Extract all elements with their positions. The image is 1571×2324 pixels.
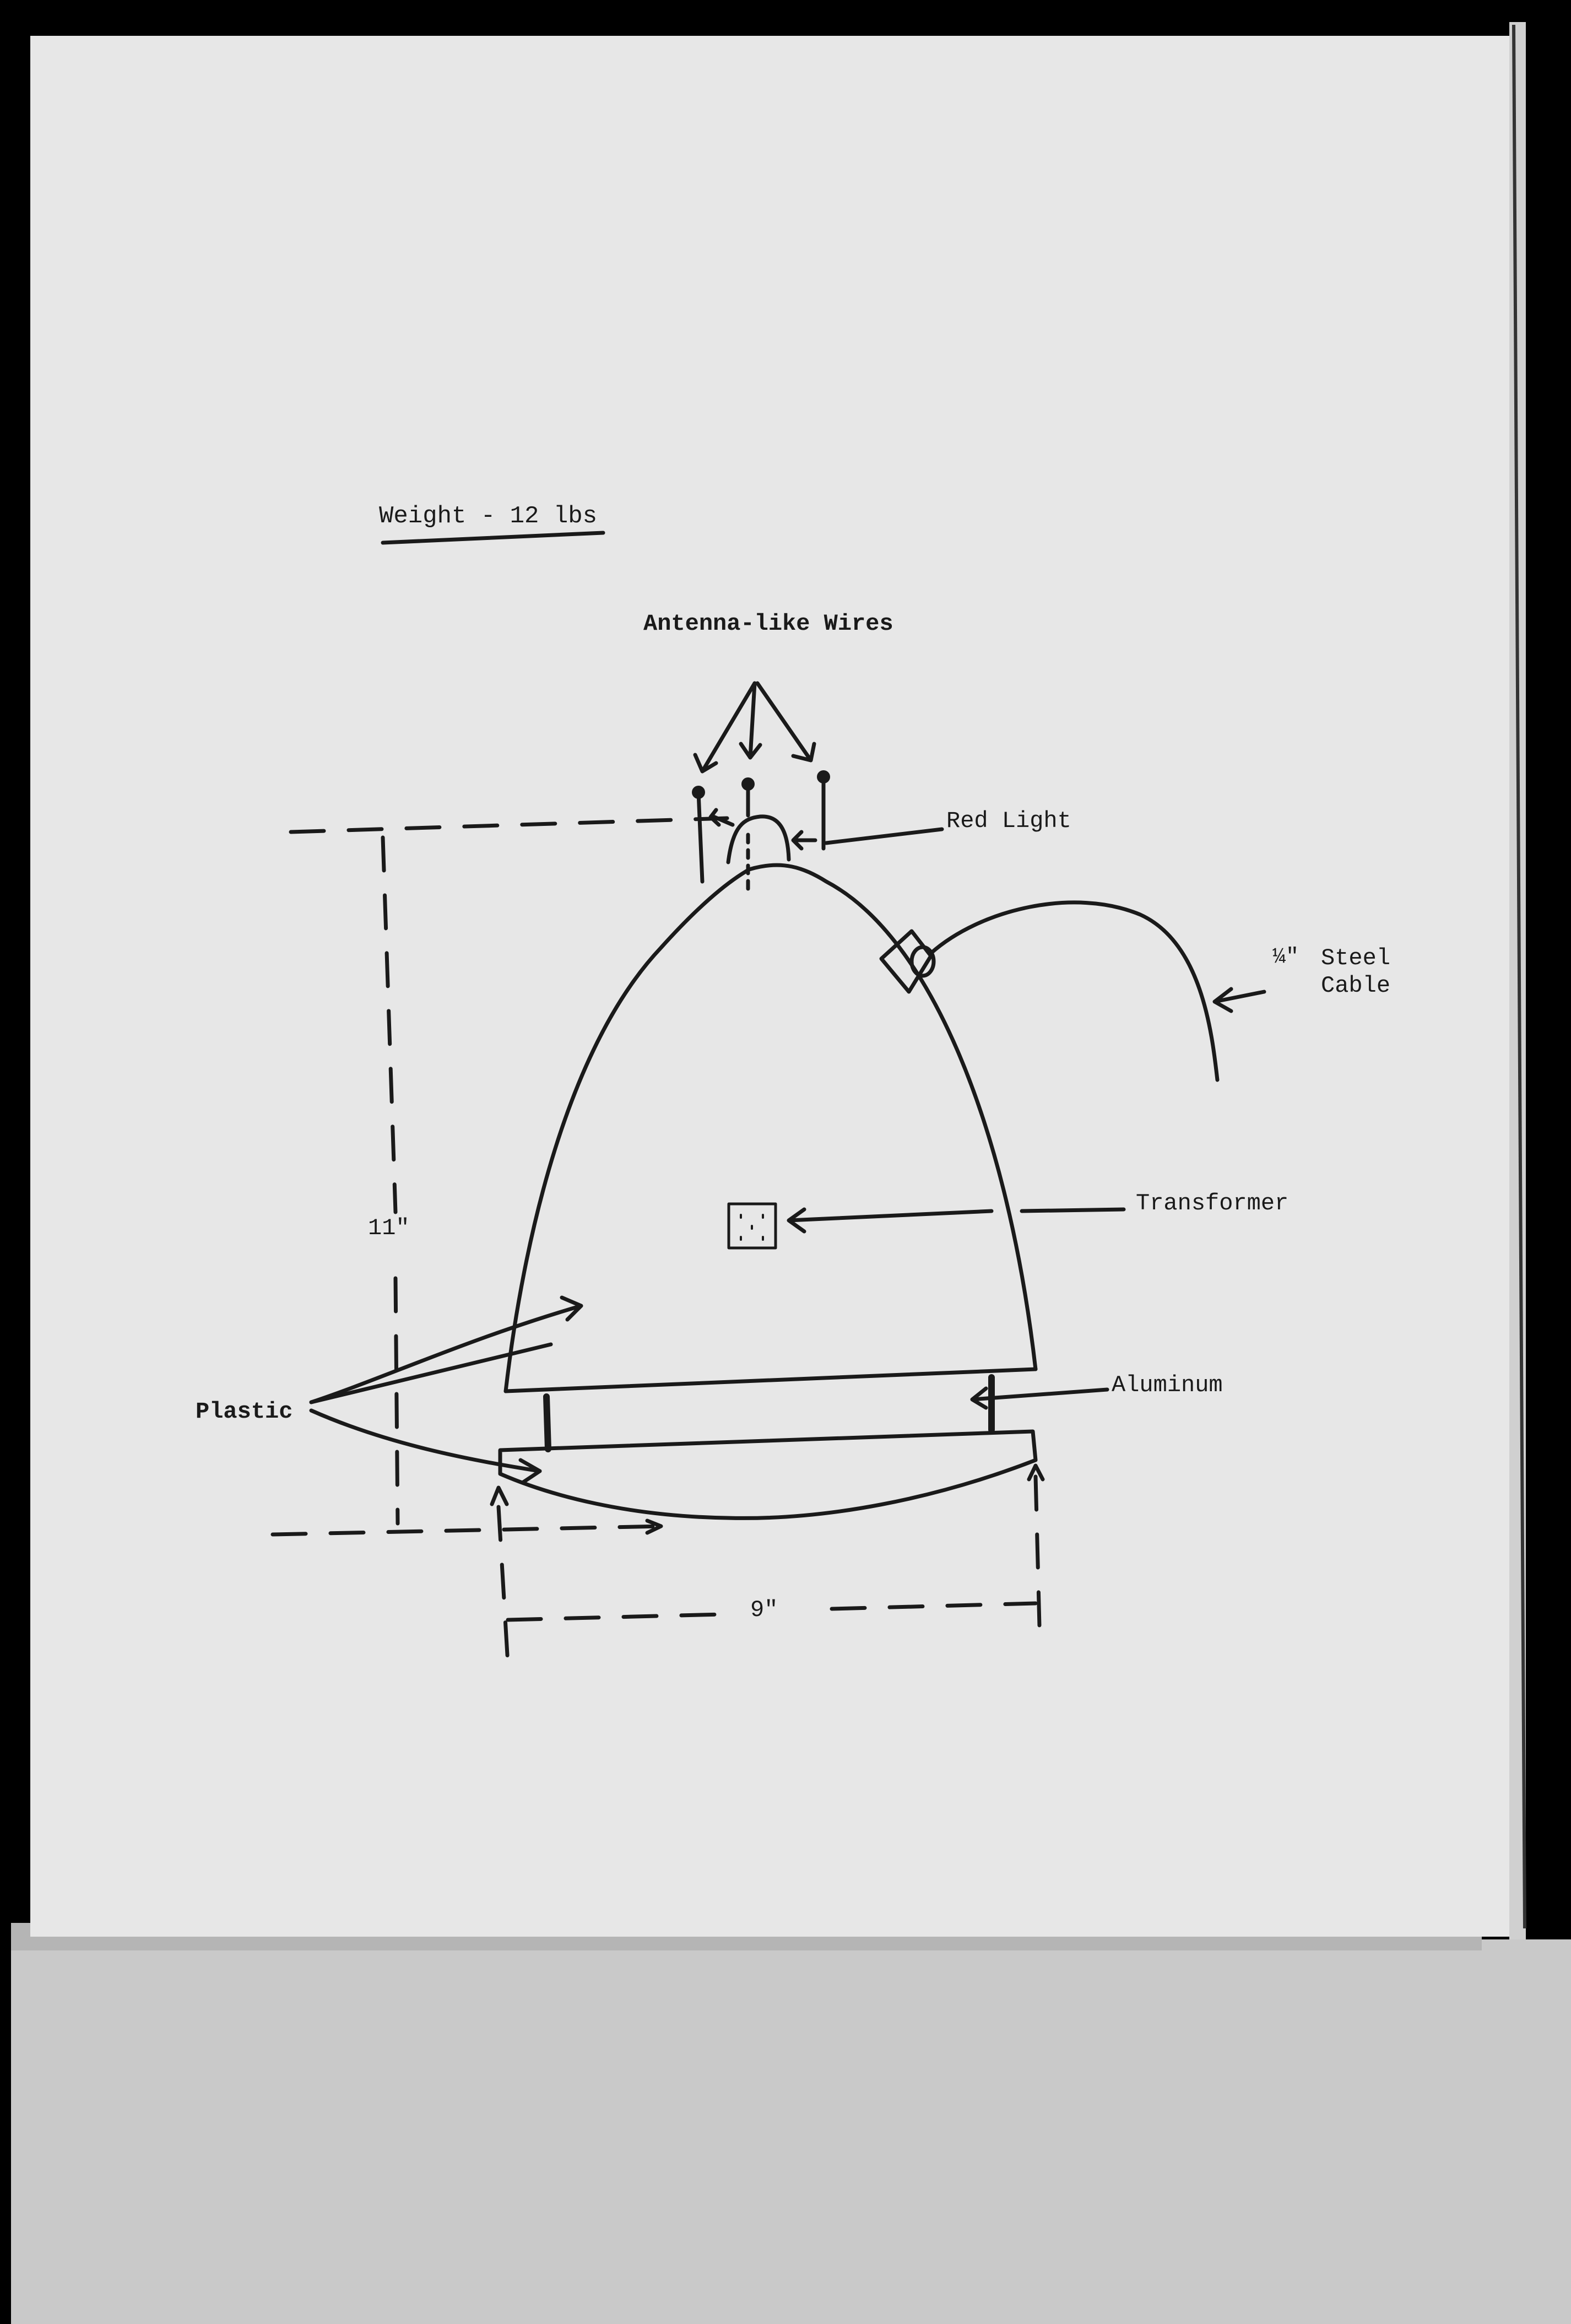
paper-sheet xyxy=(30,36,1520,1937)
red-light-label: Red Light xyxy=(946,808,1071,834)
antenna-tip-right xyxy=(817,770,830,783)
steel-cable-label-line1: Steel xyxy=(1321,945,1391,971)
width-dimension-label: 9" xyxy=(750,1597,778,1623)
mount-sheet xyxy=(11,1939,1571,2324)
antenna-tip-mid xyxy=(741,777,755,791)
plastic-label: Plastic xyxy=(196,1398,293,1425)
weight-label: Weight - 12 lbs xyxy=(379,502,598,530)
height-dimension-label: 11" xyxy=(368,1215,410,1241)
post-left xyxy=(546,1397,548,1449)
transformer-leader xyxy=(1022,1209,1124,1211)
aluminum-label: Aluminum xyxy=(1112,1372,1223,1398)
steel-cable-label-line2: Cable xyxy=(1321,972,1391,999)
transformer-label: Transformer xyxy=(1136,1190,1289,1217)
steel-cable-fraction: ¼" xyxy=(1272,945,1299,970)
antenna-tip-left xyxy=(692,786,705,799)
antenna-label: Antenna-like Wires xyxy=(643,610,893,637)
